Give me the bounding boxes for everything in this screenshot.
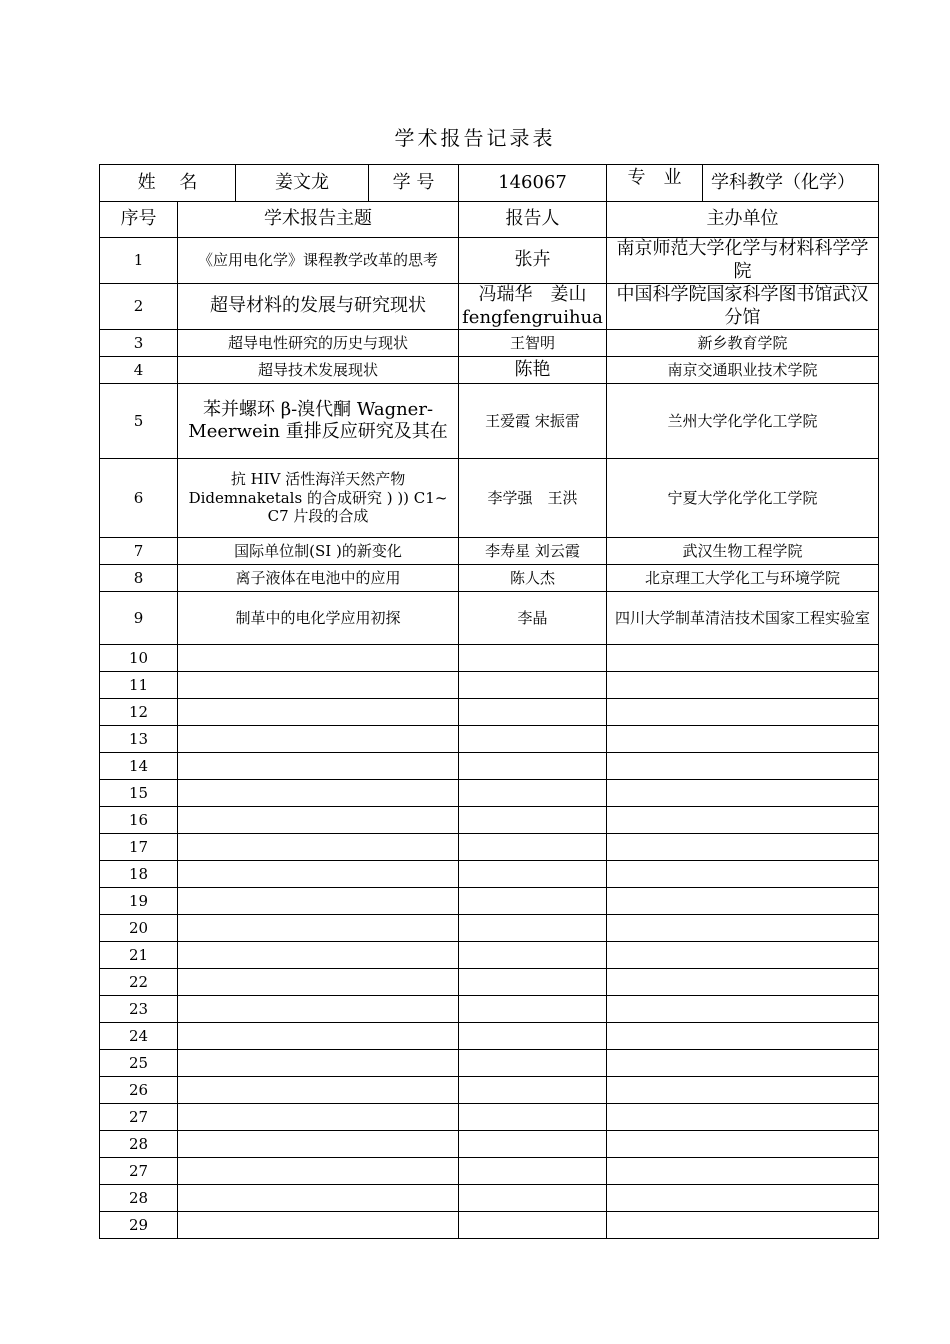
- table-row: [100, 592, 879, 645]
- row-index: 29: [100, 1212, 178, 1239]
- table-row: [100, 645, 879, 672]
- row-index: 27: [100, 1158, 178, 1185]
- table-row: [100, 753, 879, 780]
- row-host: [607, 1023, 879, 1050]
- row-host: [607, 807, 879, 834]
- row-speaker: 王爱霞 宋振雷: [459, 384, 607, 459]
- col-header-host: 主办单位: [607, 202, 879, 238]
- table-row: [100, 915, 879, 942]
- row-speaker: [459, 1050, 607, 1077]
- row-index: 20: [100, 915, 178, 942]
- row-index: 15: [100, 780, 178, 807]
- row-topic: [178, 1077, 459, 1104]
- major-value: 学科教学（化学）: [703, 165, 879, 202]
- row-index: 12: [100, 699, 178, 726]
- row-speaker: 李晶: [459, 592, 607, 645]
- row-topic: 国际单位制(SI )的新变化: [178, 538, 459, 565]
- student-id-label: 学 号: [369, 165, 459, 202]
- row-host: [607, 753, 879, 780]
- row-index: 24: [100, 1023, 178, 1050]
- row-speaker: [459, 1185, 607, 1212]
- row-speaker: [459, 807, 607, 834]
- row-speaker: [459, 1158, 607, 1185]
- row-host: [607, 1185, 879, 1212]
- major-label: 专 业: [607, 165, 703, 202]
- row-host: 中国科学院国家科学图书馆武汉分馆: [607, 284, 879, 330]
- row-host: 宁夏大学化学化工学院: [607, 459, 879, 538]
- row-speaker: 张卉: [459, 238, 607, 284]
- row-speaker: [459, 753, 607, 780]
- table-row: [100, 384, 879, 459]
- row-index: 21: [100, 942, 178, 969]
- row-index: 8: [100, 565, 178, 592]
- row-topic: 制革中的电化学应用初探: [178, 592, 459, 645]
- row-host: [607, 969, 879, 996]
- student-id-value: 146067: [459, 165, 607, 202]
- row-host: [607, 888, 879, 915]
- row-host: 四川大学制革清洁技术国家工程实验室: [607, 592, 879, 645]
- row-index: 16: [100, 807, 178, 834]
- row-topic: [178, 1158, 459, 1185]
- row-host: [607, 942, 879, 969]
- col-header-index: 序号: [100, 202, 178, 238]
- table-row: [100, 238, 879, 284]
- row-speaker: [459, 1131, 607, 1158]
- row-topic: 抗 HIV 活性海洋天然产物 Didemnaketals 的合成研究 ) )) C1~ C7 片段的合成: [178, 459, 459, 538]
- row-speaker: 王智明: [459, 330, 607, 357]
- row-speaker: [459, 969, 607, 996]
- row-host: 南京师范大学化学与材料科学学院: [607, 238, 879, 284]
- row-speaker: [459, 645, 607, 672]
- table-row: [100, 357, 879, 384]
- row-index: 6: [100, 459, 178, 538]
- row-host: 兰州大学化学化工学院: [607, 384, 879, 459]
- row-topic: [178, 1104, 459, 1131]
- row-host: [607, 672, 879, 699]
- row-host: [607, 780, 879, 807]
- row-index: 25: [100, 1050, 178, 1077]
- table-row: [100, 834, 879, 861]
- row-topic: 离子液体在电池中的应用: [178, 565, 459, 592]
- row-host: [607, 834, 879, 861]
- table-row: [100, 538, 879, 565]
- table-row: [100, 284, 879, 330]
- row-host: 新乡教育学院: [607, 330, 879, 357]
- row-host: [607, 1104, 879, 1131]
- row-speaker: [459, 888, 607, 915]
- table-row: [100, 996, 879, 1023]
- table-row: [100, 330, 879, 357]
- row-host: 武汉生物工程学院: [607, 538, 879, 565]
- table-row: [100, 1131, 879, 1158]
- student-info-row: [100, 165, 879, 202]
- row-speaker: [459, 699, 607, 726]
- name-value: 姜文龙: [236, 165, 369, 202]
- row-speaker: [459, 861, 607, 888]
- row-speaker: 李学强 王洪: [459, 459, 607, 538]
- row-host: [607, 1077, 879, 1104]
- row-speaker: [459, 1077, 607, 1104]
- table-row: [100, 1077, 879, 1104]
- row-topic: [178, 780, 459, 807]
- row-topic: [178, 672, 459, 699]
- row-topic: [178, 1212, 459, 1239]
- report-record-table: [99, 164, 879, 1239]
- row-host: [607, 645, 879, 672]
- row-index: 26: [100, 1077, 178, 1104]
- row-topic: 超导材料的发展与研究现状: [178, 284, 459, 330]
- row-index: 23: [100, 996, 178, 1023]
- row-topic: [178, 1050, 459, 1077]
- row-index: 11: [100, 672, 178, 699]
- table-row: [100, 1212, 879, 1239]
- row-speaker: [459, 942, 607, 969]
- row-index: 14: [100, 753, 178, 780]
- row-topic: 《应用电化学》课程教学改革的思考: [178, 238, 459, 284]
- row-topic: [178, 807, 459, 834]
- table-row: [100, 1050, 879, 1077]
- row-speaker: 李寿星 刘云霞: [459, 538, 607, 565]
- row-speaker: 陈艳: [459, 357, 607, 384]
- table-row: [100, 888, 879, 915]
- row-index: 5: [100, 384, 178, 459]
- table-row: [100, 565, 879, 592]
- row-index: 3: [100, 330, 178, 357]
- row-topic: [178, 969, 459, 996]
- row-topic: [178, 888, 459, 915]
- row-speaker: [459, 996, 607, 1023]
- table-row: [100, 726, 879, 753]
- row-index: 4: [100, 357, 178, 384]
- row-speaker: [459, 1104, 607, 1131]
- row-host: [607, 1158, 879, 1185]
- row-host: [607, 915, 879, 942]
- row-index: 28: [100, 1185, 178, 1212]
- document-title: 学术报告记录表: [394, 126, 556, 150]
- row-index: 18: [100, 861, 178, 888]
- row-speaker: [459, 915, 607, 942]
- row-index: 10: [100, 645, 178, 672]
- row-index: 9: [100, 592, 178, 645]
- row-speaker: [459, 1023, 607, 1050]
- table-row: [100, 861, 879, 888]
- table-row: [100, 807, 879, 834]
- table-row: [100, 780, 879, 807]
- name-label: 姓 名: [100, 165, 236, 202]
- table-row: [100, 1185, 879, 1212]
- row-host: 南京交通职业技术学院: [607, 357, 879, 384]
- row-host: [607, 1050, 879, 1077]
- row-topic: [178, 726, 459, 753]
- col-header-speaker: 报告人: [459, 202, 607, 238]
- row-speaker: [459, 780, 607, 807]
- table-row: [100, 969, 879, 996]
- row-topic: 超导技术发展现状: [178, 357, 459, 384]
- table-row: [100, 459, 879, 538]
- row-host: [607, 861, 879, 888]
- row-index: 19: [100, 888, 178, 915]
- row-topic: 超导电性研究的历史与现状: [178, 330, 459, 357]
- row-topic: [178, 645, 459, 672]
- row-index: 13: [100, 726, 178, 753]
- row-index: 7: [100, 538, 178, 565]
- row-topic: [178, 1131, 459, 1158]
- row-speaker: 陈人杰: [459, 565, 607, 592]
- row-index: 1: [100, 238, 178, 284]
- row-index: 2: [100, 284, 178, 330]
- col-header-topic: 学术报告主题: [178, 202, 459, 238]
- row-speaker: 冯瑞华 姜山 fengfengruihua: [459, 284, 607, 330]
- row-index: 27: [100, 1104, 178, 1131]
- row-topic: [178, 699, 459, 726]
- row-index: 17: [100, 834, 178, 861]
- table-row: [100, 1023, 879, 1050]
- row-topic: [178, 942, 459, 969]
- row-speaker: [459, 672, 607, 699]
- table-row: [100, 699, 879, 726]
- row-topic: [178, 996, 459, 1023]
- row-topic: 苯并螺环 β-溴代酮 Wagner-Meerwein 重排反应研究及其在: [178, 384, 459, 459]
- row-host: [607, 726, 879, 753]
- row-speaker: [459, 1212, 607, 1239]
- row-topic: [178, 1185, 459, 1212]
- row-speaker: [459, 834, 607, 861]
- row-host: [607, 1131, 879, 1158]
- row-host: [607, 699, 879, 726]
- row-index: 22: [100, 969, 178, 996]
- table-row: [100, 1104, 879, 1131]
- table-row: [100, 1158, 879, 1185]
- row-host: [607, 996, 879, 1023]
- row-topic: [178, 915, 459, 942]
- row-host: 北京理工大学化工与环境学院: [607, 565, 879, 592]
- row-topic: [178, 861, 459, 888]
- row-topic: [178, 753, 459, 780]
- row-index: 28: [100, 1131, 178, 1158]
- row-topic: [178, 1023, 459, 1050]
- column-header-row: [100, 202, 879, 238]
- row-topic: [178, 834, 459, 861]
- row-host: [607, 1212, 879, 1239]
- table-row: [100, 672, 879, 699]
- table-row: [100, 942, 879, 969]
- row-speaker: [459, 726, 607, 753]
